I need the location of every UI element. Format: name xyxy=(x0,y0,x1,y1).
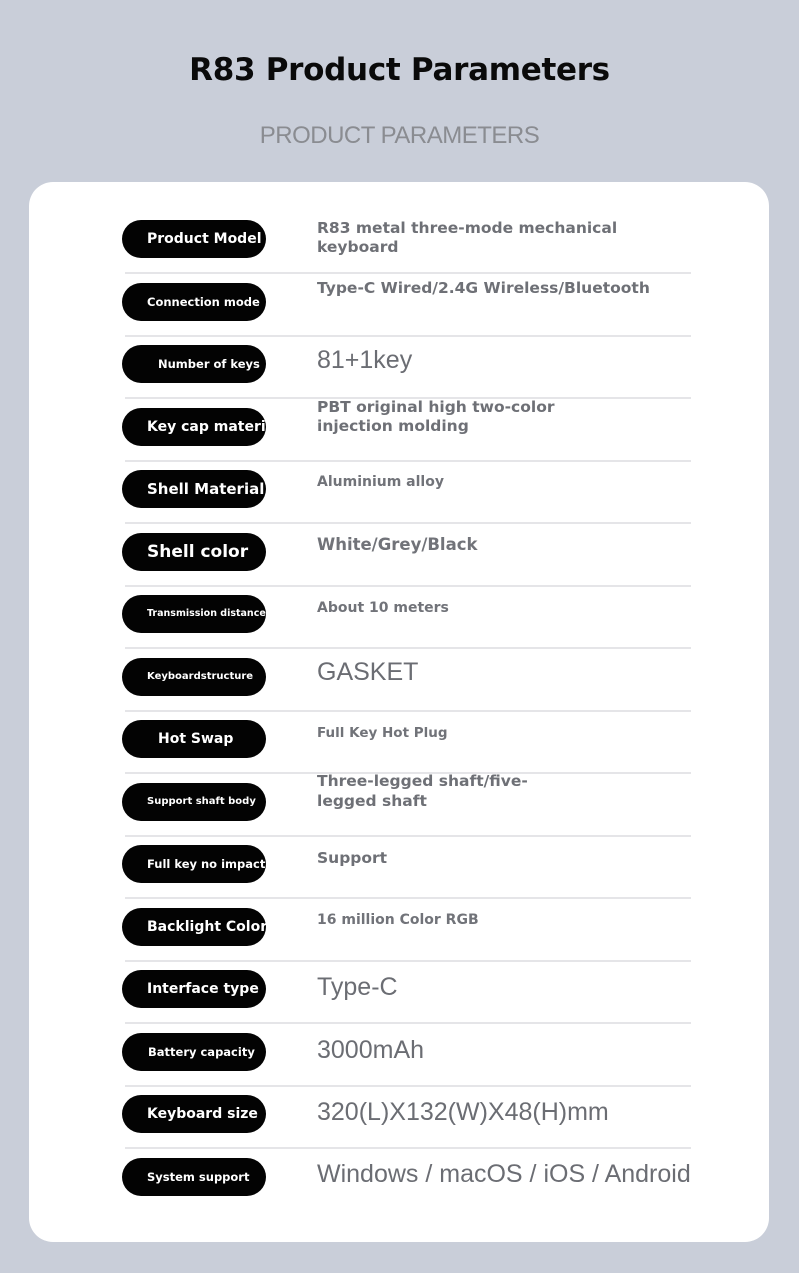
param-value: White/Grey/Black xyxy=(317,535,478,554)
param-value: PBT original high two-color injection molding xyxy=(317,398,555,435)
param-row-hot-swap xyxy=(125,712,691,774)
param-label-pill: Backlight Color xyxy=(122,908,266,946)
param-label-pill: Product Model xyxy=(122,220,266,258)
row-divider xyxy=(125,1147,691,1149)
param-value: About 10 meters xyxy=(317,600,449,616)
param-label-pill: Full key no impact xyxy=(122,845,266,883)
param-label-pill: Key cap material xyxy=(122,408,266,446)
param-value: Type-C Wired/2.4G Wireless/Bluetooth xyxy=(317,279,650,297)
parameters-card xyxy=(29,182,769,1242)
param-row-backlight-color xyxy=(125,900,691,962)
param-value: 320(L)X132(W)X48(H)mm xyxy=(317,1098,609,1126)
param-value: 16 million Color RGB xyxy=(317,912,479,928)
param-row-battery-capacity xyxy=(125,1025,691,1087)
param-value: GASKET xyxy=(317,658,419,686)
param-row-full-key-no-impact xyxy=(125,837,691,899)
row-divider xyxy=(125,522,691,524)
param-label-pill: Shell color xyxy=(122,533,266,571)
row-divider xyxy=(125,647,691,649)
param-value: Aluminium alloy xyxy=(317,474,444,490)
param-value: Support xyxy=(317,849,388,867)
param-value: 81+1key xyxy=(317,346,413,374)
param-label-pill: Support shaft body xyxy=(122,783,266,821)
param-label-pill: System support xyxy=(122,1158,266,1196)
row-divider xyxy=(125,897,691,899)
param-label-pill: Interface type xyxy=(122,970,266,1008)
page-title: R83 Product Parameters xyxy=(189,52,610,88)
param-value: Windows / macOS / iOS / Android xyxy=(317,1160,691,1188)
param-row-connection-mode xyxy=(125,275,691,337)
param-row-product-model xyxy=(125,212,691,274)
param-row-keyboard-size xyxy=(125,1087,691,1149)
page-subtitle: PRODUCT PARAMETERS xyxy=(259,122,540,149)
param-value: Full Key Hot Plug xyxy=(317,725,448,741)
param-label-pill: Hot Swap xyxy=(122,720,266,758)
row-divider xyxy=(125,272,691,274)
param-label-pill: Connection mode xyxy=(122,283,266,321)
param-label-pill: Number of keys xyxy=(122,345,266,383)
param-value: 3000mAh xyxy=(317,1036,425,1064)
param-row-shell-color xyxy=(125,525,691,587)
param-row-interface-type xyxy=(125,962,691,1024)
param-label-pill: Keyboard size xyxy=(122,1095,266,1133)
param-value: Type-C xyxy=(317,973,398,1001)
param-label-pill: Keyboardstructure xyxy=(122,658,266,696)
param-value: Three-legged shaft/five- legged shaft xyxy=(317,772,528,810)
param-label-pill: Battery capacity xyxy=(122,1033,266,1071)
param-row-number-of-keys xyxy=(125,337,691,399)
param-value: R83 metal three-mode mechanical keyboard xyxy=(317,219,618,256)
param-row-shell-material xyxy=(125,462,691,524)
param-label-pill: Shell Material xyxy=(122,470,266,508)
row-divider xyxy=(125,1022,691,1024)
param-row-support-shaft-body xyxy=(125,772,691,837)
param-row-transmission-distance xyxy=(125,587,691,649)
param-row-system-support xyxy=(125,1150,691,1212)
param-label-pill: Transmission distance xyxy=(122,595,266,633)
param-row-key-cap-material xyxy=(125,400,691,462)
param-row-keyboard-structure xyxy=(125,650,691,712)
